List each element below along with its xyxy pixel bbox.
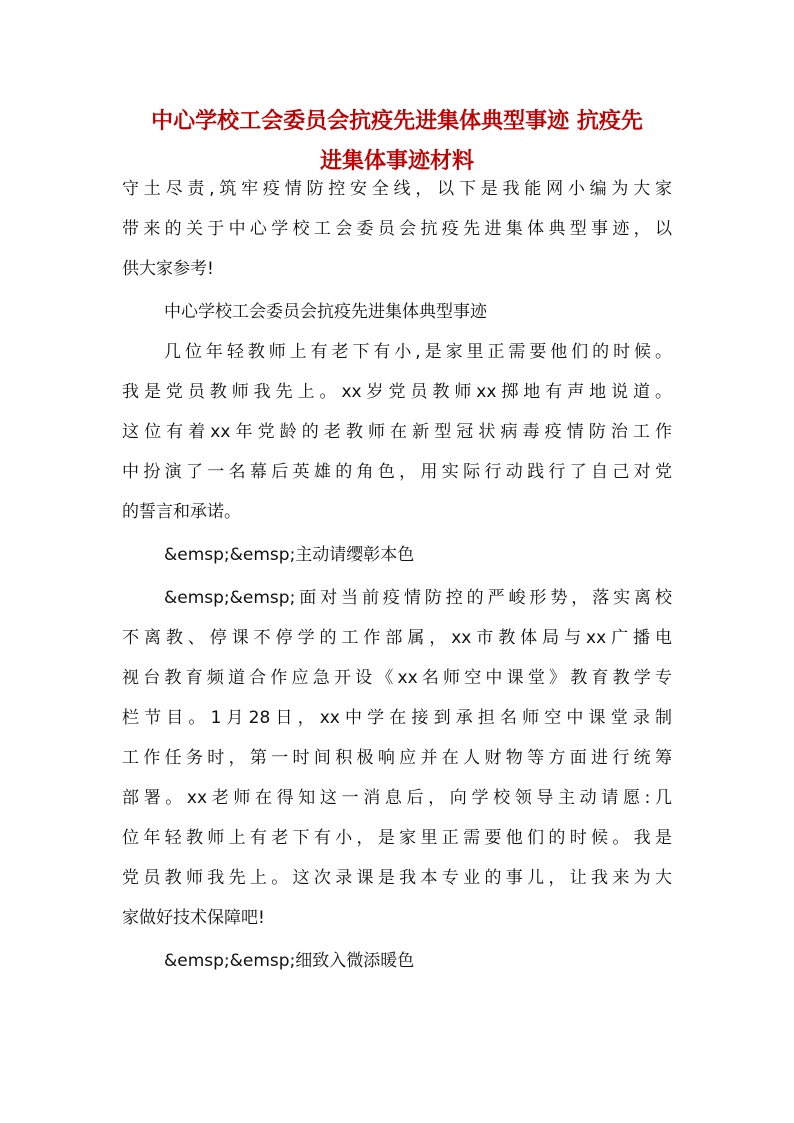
- paragraph-line: 我是党员教师我先上。xx岁党员教师xx掷地有声地说道。: [122, 382, 672, 402]
- paragraph-line: 位年轻教师上有老下有小，是家里正需要他们的时候。我是: [122, 828, 672, 848]
- document-title-line-1: 中心学校工会委员会抗疫先进集体典型事迹 抗疫先: [151, 108, 643, 134]
- paragraph-line: 工作任务时，第一时间积极响应并在人财物等方面进行统筹: [122, 748, 672, 768]
- section-heading: 中心学校工会委员会抗疫先进集体典型事迹: [164, 302, 487, 322]
- paragraph-line: 家做好技术保障吧!: [122, 908, 265, 928]
- document-title-line-2: 进集体事迹材料: [319, 148, 474, 174]
- paragraph-line: 栏节目。1月28日，xx中学在接到承担名师空中课堂录制: [122, 708, 672, 728]
- paragraph-line: 的誓言和承诺。: [122, 502, 241, 522]
- paragraph-line: &emsp;&emsp;面对当前疫情防控的严峻形势，落实离校: [164, 588, 672, 608]
- paragraph-line: 视台教育频道合作应急开设《xx名师空中课堂》教育教学专: [122, 668, 672, 688]
- paragraph-line: 部署。xx老师在得知这一消息后，向学校领导主动请愿:几: [122, 788, 672, 808]
- paragraph-line: 这位有着xx年党龄的老教师在新型冠状病毒疫情防治工作: [122, 422, 672, 442]
- section-heading: &emsp;&emsp;细致入微添暖色: [164, 951, 415, 971]
- paragraph-line: 守土尽责,筑牢疫情防控安全线，以下是我能网小编为大家: [122, 179, 672, 199]
- paragraph-line: 供大家参考!: [122, 259, 214, 279]
- paragraph-line: 几位年轻教师上有老下有小,是家里正需要他们的时候。: [164, 342, 672, 362]
- section-heading: &emsp;&emsp;主动请缨彰本色: [164, 545, 415, 565]
- paragraph-line: 中扮演了一名幕后英雄的角色，用实际行动践行了自己对党: [122, 462, 672, 482]
- paragraph-line: 带来的关于中心学校工会委员会抗疫先进集体典型事迹，以: [122, 219, 672, 239]
- paragraph-line: 不离教、停课不停学的工作部属，xx市教体局与xx广播电: [122, 628, 672, 648]
- paragraph-line: 党员教师我先上。这次录课是我本专业的事儿，让我来为大: [122, 868, 672, 888]
